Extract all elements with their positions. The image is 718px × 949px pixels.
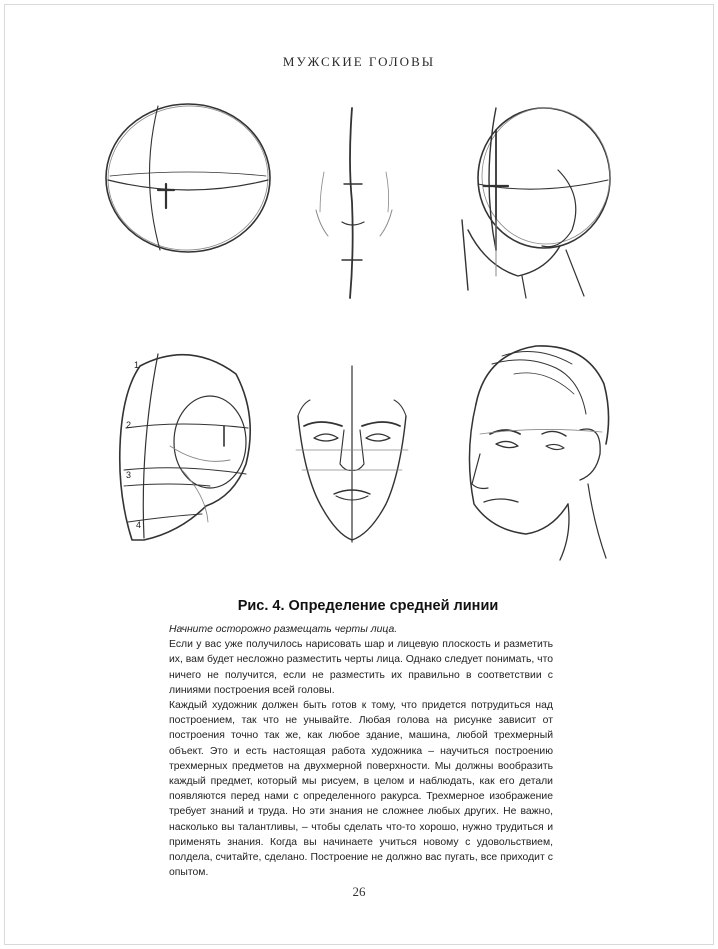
figure-caption: Рис. 4. Определение средней линии bbox=[237, 598, 499, 614]
construction-label-1: 1 bbox=[134, 360, 140, 370]
sketch-sphere bbox=[100, 98, 276, 258]
paragraph-1: Если у вас уже получилось нарисовать шар и лицевую плоскость и разметить их, вам будет несложно разместить черты лица. Однако следует понимать, что ничего не получится, если не разместить их правильно в соответствии с линиями построения всей головы. bbox=[169, 639, 553, 696]
body-text bbox=[169, 622, 553, 880]
sketch-center-line bbox=[306, 102, 402, 302]
construction-label-3: 3 bbox=[126, 470, 132, 480]
construction-label-4: 4 bbox=[136, 520, 142, 530]
paragraph-2: Каждый художник должен быть готов к тому, что придется потрудиться над построением, так что не унывайте. Любая голова на рисунке зависит от построения точно так же, как любое здание, машина, любой трехмерный объект. Это и есть настоящая работа художника – научиться построению трехмерных предметов на двухмерной поверхности. Мы должны вообразить каждый предмет, который мы рисуем, в целом и наблюдать, как его детали появляются перед нами с определенного ракурса. Трехмерное изображение требует знаний и труда. Но эти знания не сложнее любых других. Не важно, насколько вы талантливы, – чтобы сделать что-то хорошо, нужно трудиться и применять знания. Когда вы начинаете учиться новому с удовольствием, полдела, считайте, сделано. Построение не должно вас пугать, все приходит с опытом. bbox=[169, 700, 553, 879]
sketch-head-construction bbox=[110, 346, 256, 546]
lead-paragraph: Начните осторожно размещать черты лица. bbox=[169, 624, 398, 635]
sketch-sphere-with-jaw bbox=[456, 100, 616, 300]
construction-label-2: 2 bbox=[126, 420, 132, 430]
sketch-finished-head bbox=[456, 334, 616, 560]
sketch-face-front bbox=[290, 364, 414, 544]
page-number: 26 bbox=[352, 884, 366, 899]
running-head: МУЖСКИЕ ГОЛОВЫ bbox=[282, 54, 436, 69]
